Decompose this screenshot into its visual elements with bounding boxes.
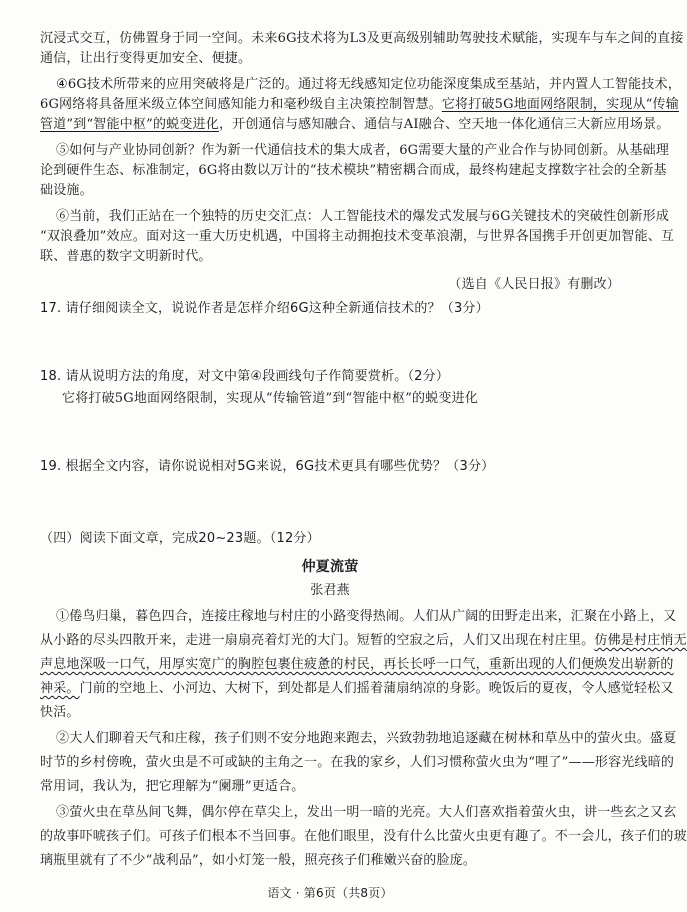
plain-text: ，开创通信与感知融合、通信与AI融合、空天地一体化通信三大新应用场景。 xyxy=(218,117,670,132)
paragraph-4-line xyxy=(40,116,670,134)
underlined-sentence: 管道”到“智能中枢”的蜕变进化 xyxy=(40,117,219,132)
section-4-heading: （四）阅读下面文章，完成20~23题。（12分） xyxy=(40,531,320,546)
paragraph-5-line: 论到硬件生态、标准制定，6G将由数以万计的“技术模块”精密耦合而成，最终构建起支撑数字社会的全新基 xyxy=(40,163,667,178)
page-footer: 语文 · 第6页（共8页） xyxy=(267,886,393,900)
question-17: 17. 请仔细阅读全文，说说作者是怎样介绍6G这种全新通信技术的？（3分） xyxy=(40,301,489,316)
paragraph-3-line: ③萤火虫在草丛间飞舞，偶尔停在草尖上，发出一明一暗的光亮。大人们喜欢指着萤火虫，讲一些玄之又玄 xyxy=(56,805,677,820)
paragraph-4-line xyxy=(40,96,679,114)
paragraph-2-line: 时节的乡村傍晚，萤火虫是不可或缺的主角之一。在我的家乡，人们习惯称萤火虫为“哩了”——形容光线暗的 xyxy=(40,755,675,770)
source-citation: （选自《人民日报》有删改） xyxy=(448,277,620,292)
plain-text: 6G网络将具备厘米级立体空间感知能力和毫秒级自主决策控制智慧。 xyxy=(40,97,442,112)
underlined-sentence: 它将打破5G地面网络限制，实现从“传输 xyxy=(441,97,679,112)
text-line: 通信，让出行变得更加安全、便捷。 xyxy=(40,51,252,66)
paragraph-5-line: 础设施。 xyxy=(40,183,93,198)
wavy-underlined-sentence: 仿佛是村庄悄无 xyxy=(594,633,687,648)
question-19: 19. 根据全文内容，请你说说相对5G来说，6G技术更具有哪些优势？（3分） xyxy=(40,459,495,474)
paragraph-3-line: 璃瓶里就有了不少“战利品”，如小灯笼一般，照亮孩子们稚嫩兴奋的脸庞。 xyxy=(40,853,477,868)
paragraph-6-line: “双浪叠加”效应。面对这一重大历史机遇，中国将主动拥抱技术变革浪潮，与世界各国携手开创更加智能、互 xyxy=(40,229,675,244)
article-author: 张君燕 xyxy=(310,583,350,598)
paragraph-2-line: ②大人们聊着天气和庄稼，孩子们则不安分地跑来跑去，兴致勃勃地追逐藏在树林和草丛中的萤火虫。盛夏 xyxy=(56,731,677,746)
wavy-underlined-sentence: 神采。 xyxy=(40,681,80,696)
question-18: 18. 请从说明方法的角度，对文中第④段画线句子作简要赏析。（2分） xyxy=(40,369,450,384)
question-18-quote: 它将打破5G地面网络限制，实现从“传输管道”到“智能中枢”的蜕变进化 xyxy=(62,391,479,406)
article-title: 仲夏流萤 xyxy=(301,559,359,575)
wavy-underlined-sentence: 声息地深吸一口气，用厚实宽广的胸腔包裹住疲惫的村民，再长长呼一口气，重新出现的人们便焕发出崭新的 xyxy=(40,657,674,672)
paragraph-1-line: ①倦鸟归巢，暮色四合，连接庄稼地与村庄的小路变得热闹。人们从广阔的田野走出来，汇聚在小路上，又 xyxy=(56,609,677,624)
paragraph-6-line: ⑥当前，我们正站在一个独特的历史交汇点：人工智能技术的爆发式发展与6G关键技术的突破性创新形成 xyxy=(56,209,670,224)
plain-text: 从小路的尽头四散开来，走进一扇扇亮着灯光的大门。短暂的空寂之后，人们又出现在村庄里。 xyxy=(40,633,595,648)
paragraph-1-line xyxy=(40,680,674,698)
paragraph-6-line: 联、普惠的数字文明新时代。 xyxy=(40,249,212,264)
plain-text: 门前的空地上、小河边、大树下，到处都是人们摇着蒲扇纳凉的身影。晚饭后的夏夜，令人感觉轻松又 xyxy=(79,681,674,696)
paragraph-1-line xyxy=(40,632,687,650)
paragraph-4-line: ④6G技术所带来的应用突破将是广泛的。通过将无线感知定位功能深度集成至基站，并内置人工智能技术， xyxy=(56,77,681,92)
text-line: 沉浸式交互，仿佛置身于同一空间。未来6G技术将为L3及更高级别辅助驾驶技术赋能，实现车与车之间的直接 xyxy=(40,31,684,46)
paragraph-3-line: 的故事吓唬孩子们。可孩子们根本不当回事。在他们眼里，没有什么比萤火虫更有趣了。不一会儿，孩子们的玻 xyxy=(40,829,687,844)
paragraph-2-line: 常用词，我认为，把它理解为“阑珊”更适合。 xyxy=(40,779,305,794)
paragraph-5-line: ⑤如何与产业协同创新？作为新一代通信技术的集大成者，6G需要大量的产业合作与协同创新。从基础理 xyxy=(56,143,670,158)
paragraph-1-line: 快活。 xyxy=(40,705,80,720)
